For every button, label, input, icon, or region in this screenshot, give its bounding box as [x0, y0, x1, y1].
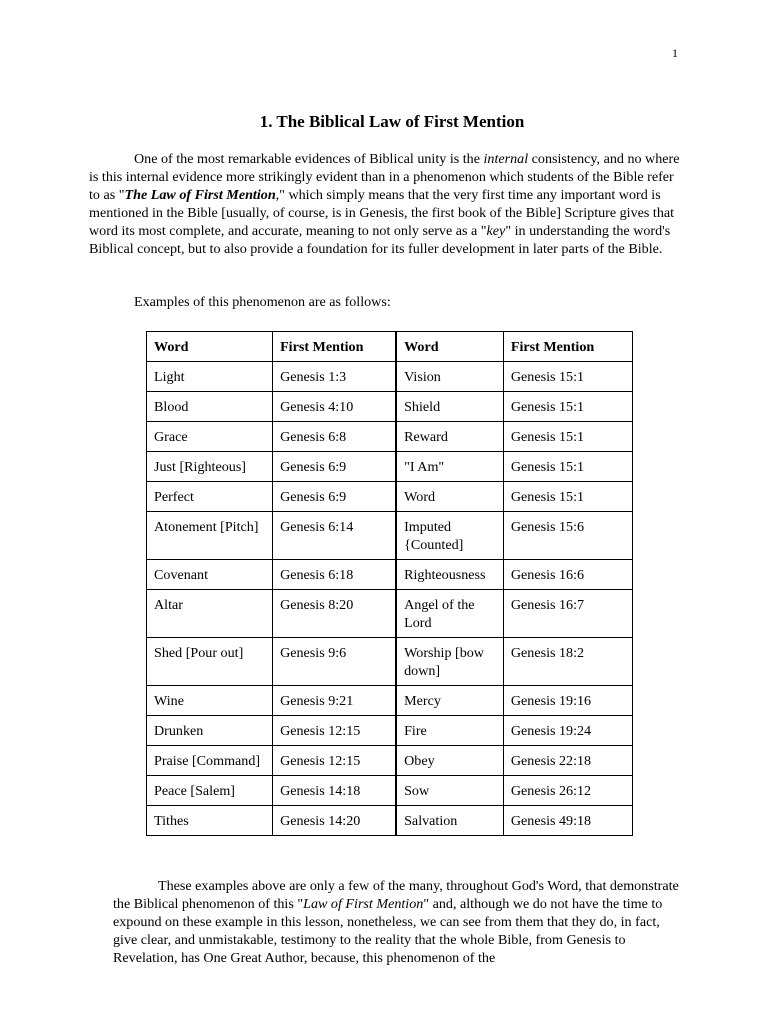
cell-word-2: Angel of the Lord: [396, 590, 503, 638]
cell-word-2: Word: [396, 482, 503, 512]
page-title: 1. The Biblical Law of First Mention: [259, 112, 525, 131]
cell-word-2: Imputed {Counted]: [396, 512, 503, 560]
cell-word-2: Shield: [396, 392, 503, 422]
intro-text-2: consistency, and no where is this internal evidence more strikingly evident than in a phenomenon which students of the Bible refer to as ": [89, 151, 680, 204]
cell-word-2: Fire: [396, 716, 503, 746]
table-body: [147, 362, 633, 836]
intro-paragraph: [89, 150, 680, 259]
cell-word-2: Salvation: [396, 806, 503, 836]
cell-word-2: Reward: [396, 422, 503, 452]
cell-first-mention-1: Genesis 6:14: [273, 512, 397, 560]
cell-first-mention-2: Genesis 19:24: [503, 716, 632, 746]
cell-first-mention-2: Genesis 22:18: [503, 746, 632, 776]
header-first-mention-1: First Mention: [273, 332, 397, 362]
cell-first-mention-2: Genesis 16:7: [503, 590, 632, 638]
cell-first-mention-1: Genesis 6:9: [273, 482, 397, 512]
cell-word-1: Tithes: [147, 806, 273, 836]
conclusion-emphasis: Law of First Mention: [303, 896, 424, 913]
table-row: [147, 590, 633, 638]
cell-first-mention-2: Genesis 18:2: [503, 638, 632, 686]
intro-emphasis-key: key: [486, 223, 506, 240]
header-word-2: Word: [396, 332, 503, 362]
table-row: [147, 716, 633, 746]
table-row: [147, 452, 633, 482]
table-row: [147, 392, 633, 422]
cell-first-mention-1: Genesis 6:9: [273, 452, 397, 482]
cell-first-mention-1: Genesis 6:8: [273, 422, 397, 452]
cell-first-mention-2: Genesis 15:1: [503, 392, 632, 422]
cell-word-1: Covenant: [147, 560, 273, 590]
intro-emphasis-internal: internal: [483, 151, 529, 167]
cell-word-1: Perfect: [147, 482, 273, 512]
cell-word-1: Just [Righteous]: [147, 452, 273, 482]
cell-first-mention-2: Genesis 16:6: [503, 560, 632, 590]
cell-word-1: Shed [Pour out]: [147, 638, 273, 686]
cell-first-mention-1: Genesis 12:15: [273, 716, 397, 746]
cell-first-mention-2: Genesis 15:6: [503, 512, 632, 560]
cell-first-mention-2: Genesis 26:12: [503, 776, 632, 806]
conclusion-paragraph: [113, 877, 679, 967]
table-row: [147, 746, 633, 776]
cell-word-2: Mercy: [396, 686, 503, 716]
table-row: [147, 638, 633, 686]
table-row: [147, 362, 633, 392]
cell-word-1: Grace: [147, 422, 273, 452]
conclusion-text-2: " and, although we do not have the time to expound on these example in this lesson, nonetheless, we can see from them that they do, in fact, give clear, and unmistakable, testimony to the reality that the whole Bible, from Genesis to Revelation, has One Great Author, because, this phenomenon of the: [113, 896, 663, 967]
table-row: [147, 806, 633, 836]
cell-first-mention-2: Genesis 15:1: [503, 452, 632, 482]
cell-first-mention-1: Genesis 14:20: [273, 806, 397, 836]
cell-word-1: Wine: [147, 686, 273, 716]
cell-first-mention-2: Genesis 15:1: [503, 482, 632, 512]
cell-word-2: "I Am": [396, 452, 503, 482]
cell-word-2: Sow: [396, 776, 503, 806]
conclusion-text-1: These examples above are only a few of the many, throughout God's Word, that demonstrate the Biblical phenomenon of this ": [113, 878, 679, 913]
cell-word-1: Blood: [147, 392, 273, 422]
table-row: [147, 422, 633, 452]
cell-first-mention-1: Genesis 6:18: [273, 560, 397, 590]
cell-word-2: Obey: [396, 746, 503, 776]
cell-first-mention-1: Genesis 4:10: [273, 392, 397, 422]
first-mention-table: [146, 331, 633, 836]
header-first-mention-2: First Mention: [503, 332, 632, 362]
cell-word-2: Worship [bow down]: [396, 638, 503, 686]
examples-intro: Examples of this phenomenon are as follows:: [134, 294, 391, 310]
cell-first-mention-1: Genesis 9:6: [273, 638, 397, 686]
table-row: [147, 686, 633, 716]
cell-word-1: Altar: [147, 590, 273, 638]
cell-first-mention-1: Genesis 1:3: [273, 362, 397, 392]
cell-first-mention-2: Genesis 15:1: [503, 362, 632, 392]
cell-word-1: Atonement [Pitch]: [147, 512, 273, 560]
cell-first-mention-2: Genesis 19:16: [503, 686, 632, 716]
intro-text-1: One of the most remarkable evidences of Biblical unity is the: [134, 151, 484, 167]
table-row: [147, 560, 633, 590]
page-number: 1: [672, 46, 678, 60]
table-row: [147, 482, 633, 512]
intro-text-3: ," which simply means that the very first time any important word is mentioned in the Bible [usually, of course, is in Genesis, the first book of the Bible] Scripture gives that word its most complete, and accurate, meaning to not only serve as a ": [89, 187, 675, 240]
cell-first-mention-1: Genesis 9:21: [273, 686, 397, 716]
cell-word-1: Praise [Command]: [147, 746, 273, 776]
cell-word-1: Peace [Salem]: [147, 776, 273, 806]
table-row: [147, 776, 633, 806]
cell-first-mention-1: Genesis 14:18: [273, 776, 397, 806]
cell-word-1: Drunken: [147, 716, 273, 746]
cell-word-1: Light: [147, 362, 273, 392]
header-word-1: Word: [147, 332, 273, 362]
intro-emphasis-law: The Law of First Mention: [124, 187, 276, 204]
cell-word-2: Righteousness: [396, 560, 503, 590]
cell-first-mention-1: Genesis 12:15: [273, 746, 397, 776]
cell-first-mention-2: Genesis 49:18: [503, 806, 632, 836]
table-header-row: [147, 332, 633, 362]
intro-text-4: " in understanding the word's Biblical concept, but to also provide a foundation for its fuller development in later parts of the Bible.: [89, 223, 671, 258]
table-row: [147, 512, 633, 560]
cell-word-2: Vision: [396, 362, 503, 392]
cell-first-mention-1: Genesis 8:20: [273, 590, 397, 638]
cell-first-mention-2: Genesis 15:1: [503, 422, 632, 452]
